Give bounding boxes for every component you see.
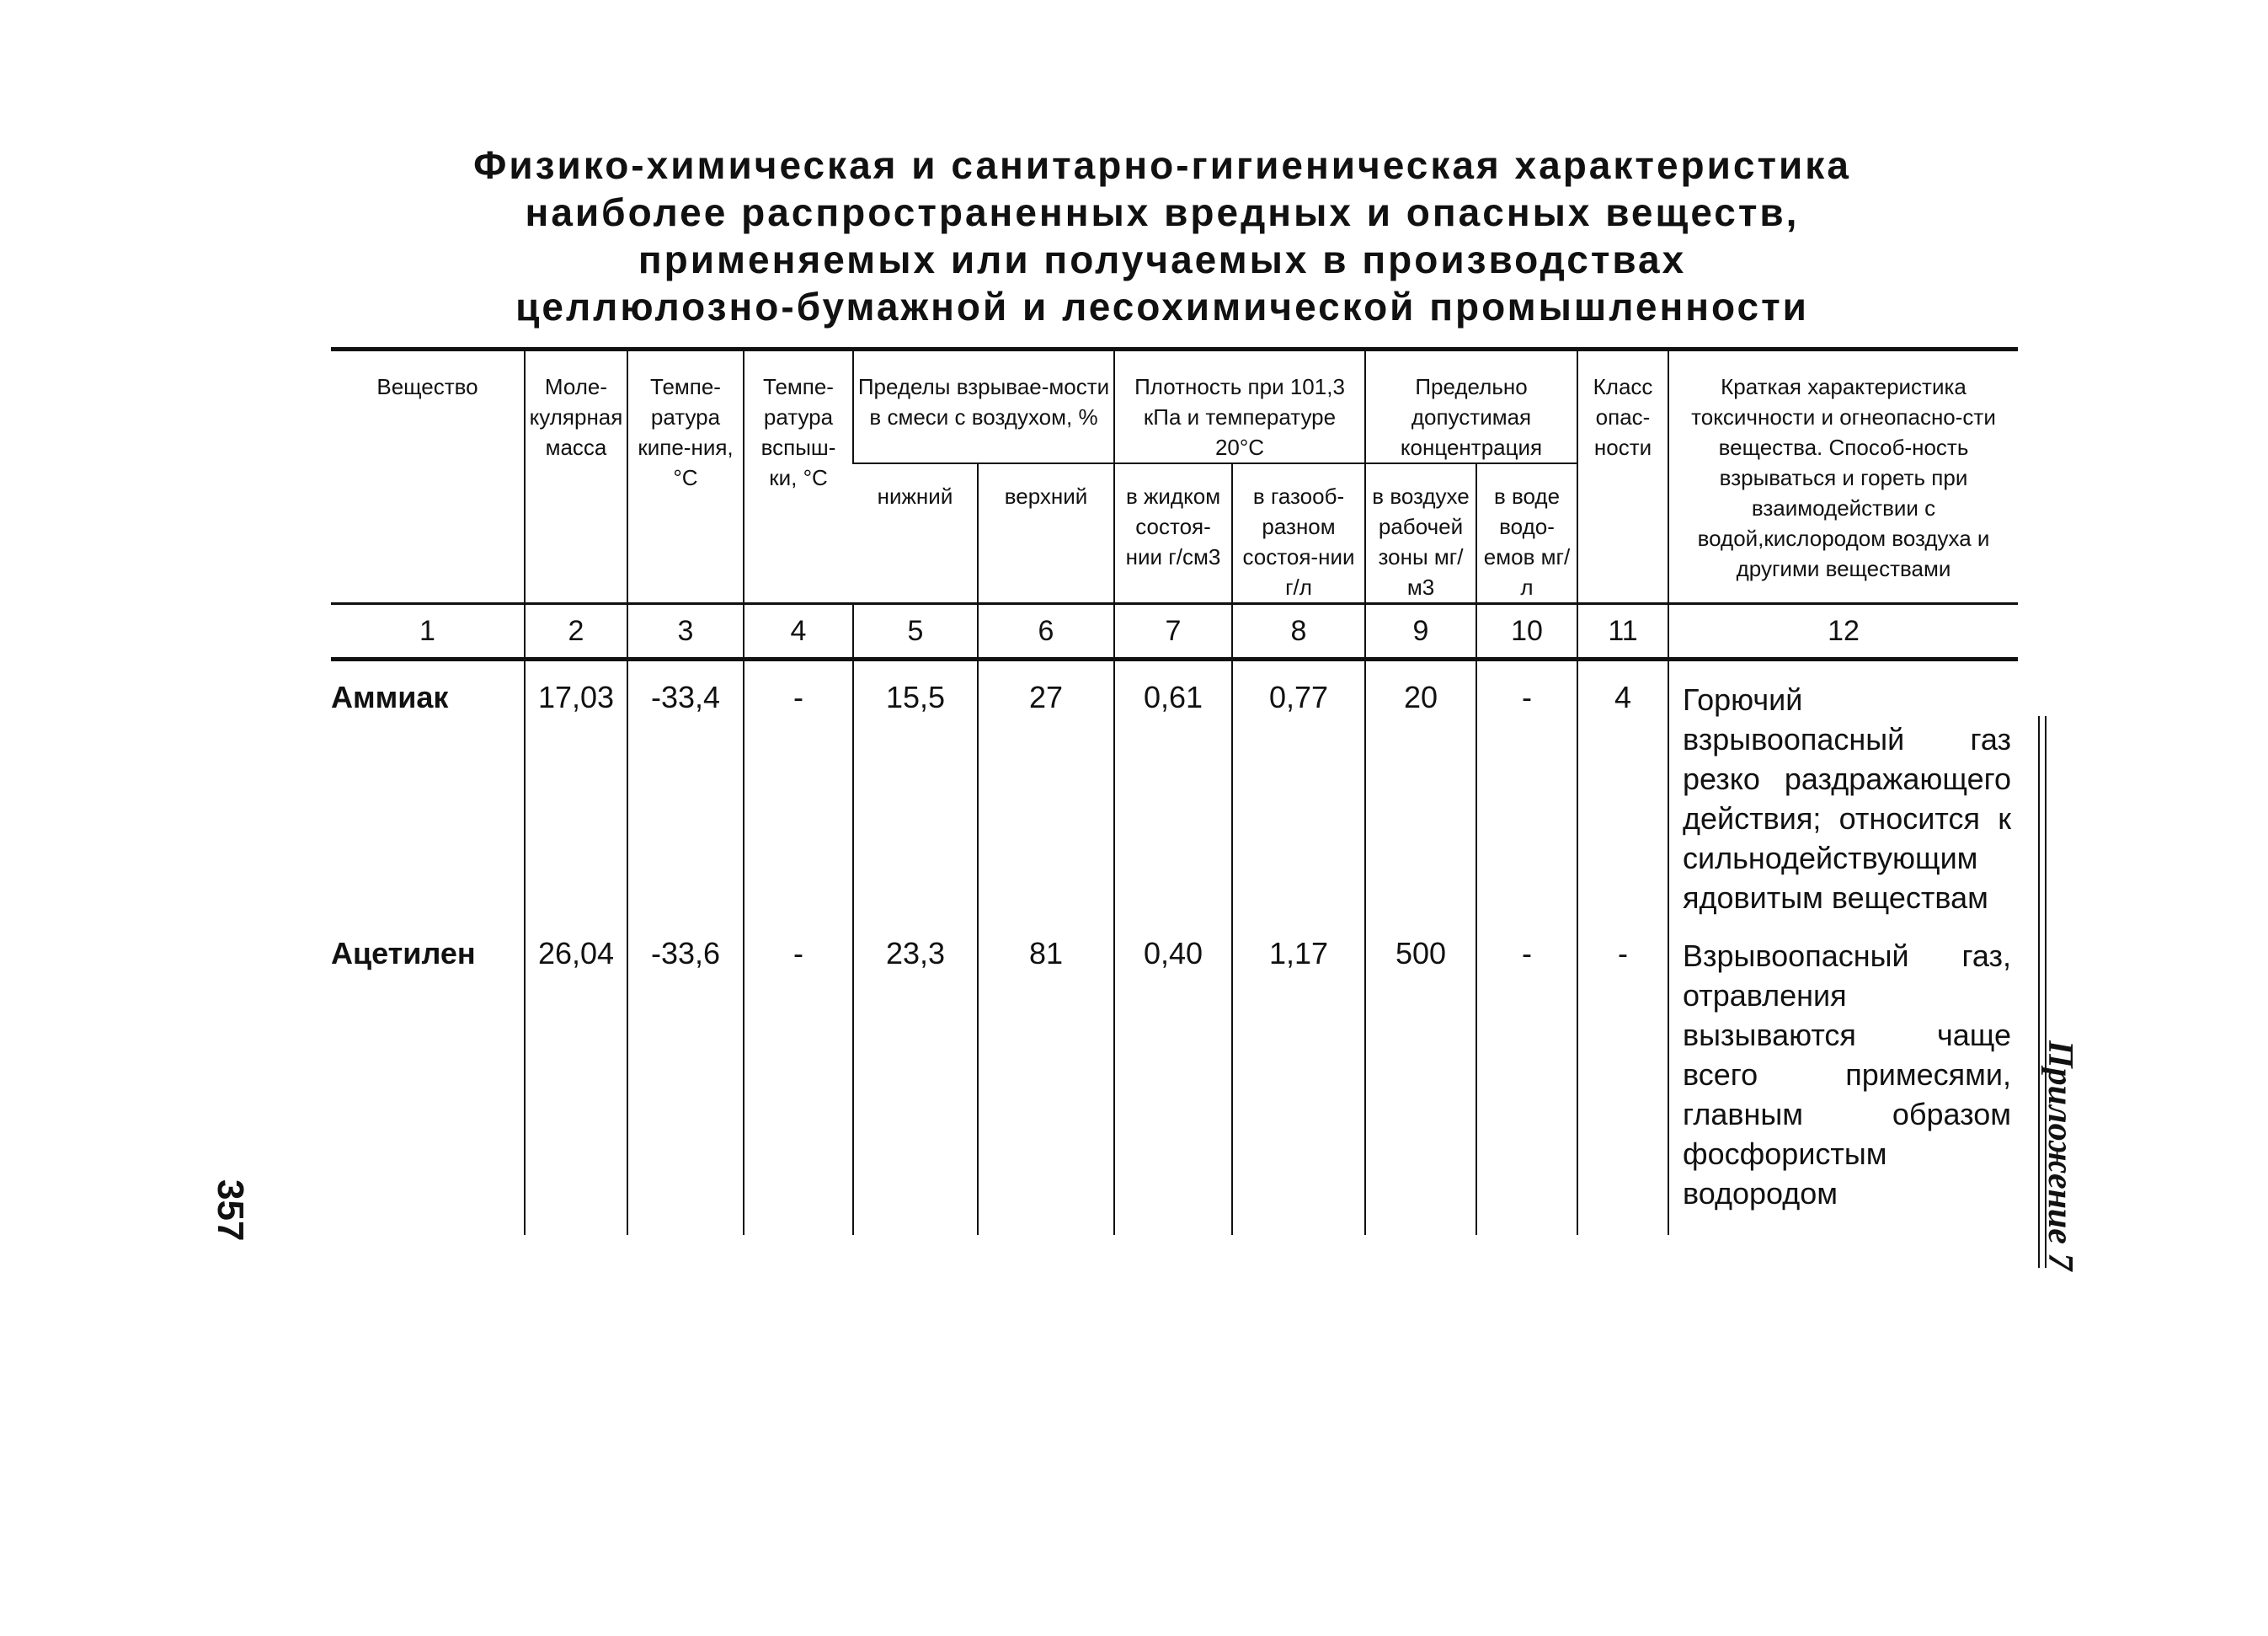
molar-mass-value: 17,03 (525, 660, 627, 918)
substance-description: Взрывоопасный газ, отравления вызываются чаще всего примесями, главным образом фосфористым водородом (1668, 917, 2018, 1235)
title-line: применяемых или получаемых в производствах (638, 238, 1687, 281)
table-row (331, 660, 2018, 918)
header-substance: Вещество (331, 350, 525, 604)
column-number: 9 (1365, 604, 1476, 660)
substances-table (331, 347, 2018, 1235)
substance-name: Аммиак (331, 680, 449, 714)
title-line: Физико-химическая и санитарно-гигиеническая характеристика (473, 143, 1851, 187)
column-number: 5 (853, 604, 978, 660)
header-density: Плотность при 101,3 кПа и температуре 20°С (1114, 350, 1365, 464)
title-line: наиболее распространенных вредных и опасных веществ, (525, 190, 1800, 234)
header-explosive-limits: Пределы взрывае-мости в смеси с воздухом, % (853, 350, 1114, 464)
conc-water-value: - (1476, 917, 1577, 1235)
density-gas-value: 0,77 (1232, 660, 1365, 918)
boiling-temp-value: -33,4 (627, 660, 744, 918)
boiling-temp-value: -33,6 (627, 917, 744, 1235)
upper-limit-value: 27 (978, 660, 1114, 918)
conc-water-value: - (1476, 660, 1577, 918)
header-lower-limit: нижний (853, 463, 978, 604)
column-number: 1 (331, 604, 525, 660)
column-number: 8 (1232, 604, 1365, 660)
header-boiling-temp: Темпе-ратура кипе-ния, °С (627, 350, 744, 604)
hazard-class-value: - (1577, 917, 1668, 1235)
hazard-class-value: 4 (1577, 660, 1668, 918)
column-number: 7 (1114, 604, 1232, 660)
column-number: 6 (978, 604, 1114, 660)
substance-description: Горючий взрывоопасный газ резко раздражающего действия; относится к сильнодействующим ядовитым веществам (1668, 660, 2018, 918)
page-number: 357 (210, 1179, 251, 1242)
column-number: 12 (1668, 604, 2018, 660)
column-number: 10 (1476, 604, 1577, 660)
header-conc-air: в воздухе рабочей зоны мг/м3 (1365, 463, 1476, 604)
column-number: 3 (627, 604, 744, 660)
column-number: 2 (525, 604, 627, 660)
header-density-liquid: в жидком состоя-нии г/см3 (1114, 463, 1232, 604)
header-density-gas: в газооб-разном состоя-нии г/л (1232, 463, 1365, 604)
header-conc-water: в воде водо-емов мг/л (1476, 463, 1577, 604)
molar-mass-value: 26,04 (525, 917, 627, 1235)
header-max-concentration: Предельно допустимая концентрация (1365, 350, 1577, 464)
flash-temp-value: - (744, 660, 853, 918)
header-molar-mass: Моле-кулярная масса (525, 350, 627, 604)
density-liquid-value: 0,40 (1114, 917, 1232, 1235)
lower-limit-value: 23,3 (853, 917, 978, 1235)
appendix-label: Приложение 7 (2041, 1040, 2079, 1271)
document-title (333, 142, 1992, 330)
lower-limit-value: 15,5 (853, 660, 978, 918)
header-flash-temp: Темпе-ратура вспыш-ки, °С (744, 350, 853, 604)
flash-temp-value: - (744, 917, 853, 1235)
column-number: 11 (1577, 604, 1668, 660)
density-liquid-value: 0,61 (1114, 660, 1232, 918)
table-row (331, 917, 2018, 1235)
header-upper-limit: верхний (978, 463, 1114, 604)
density-gas-value: 1,17 (1232, 917, 1365, 1235)
column-numbers-row (331, 604, 2018, 660)
conc-air-value: 20 (1365, 660, 1476, 918)
title-line: целлюлозно-бумажной и лесохимической промышленности (515, 285, 1809, 329)
header-description: Краткая характеристика токсичности и огнеопасно-сти вещества. Способ-ность взрываться и гореть при взаимодействии с водой,кислородом воздуха и другими веществами (1668, 350, 2018, 604)
conc-air-value: 500 (1365, 917, 1476, 1235)
substance-name: Ацетилен (331, 936, 476, 970)
upper-limit-value: 81 (978, 917, 1114, 1235)
column-number: 4 (744, 604, 853, 660)
header-hazard-class: Класс опас-ности (1577, 350, 1668, 604)
